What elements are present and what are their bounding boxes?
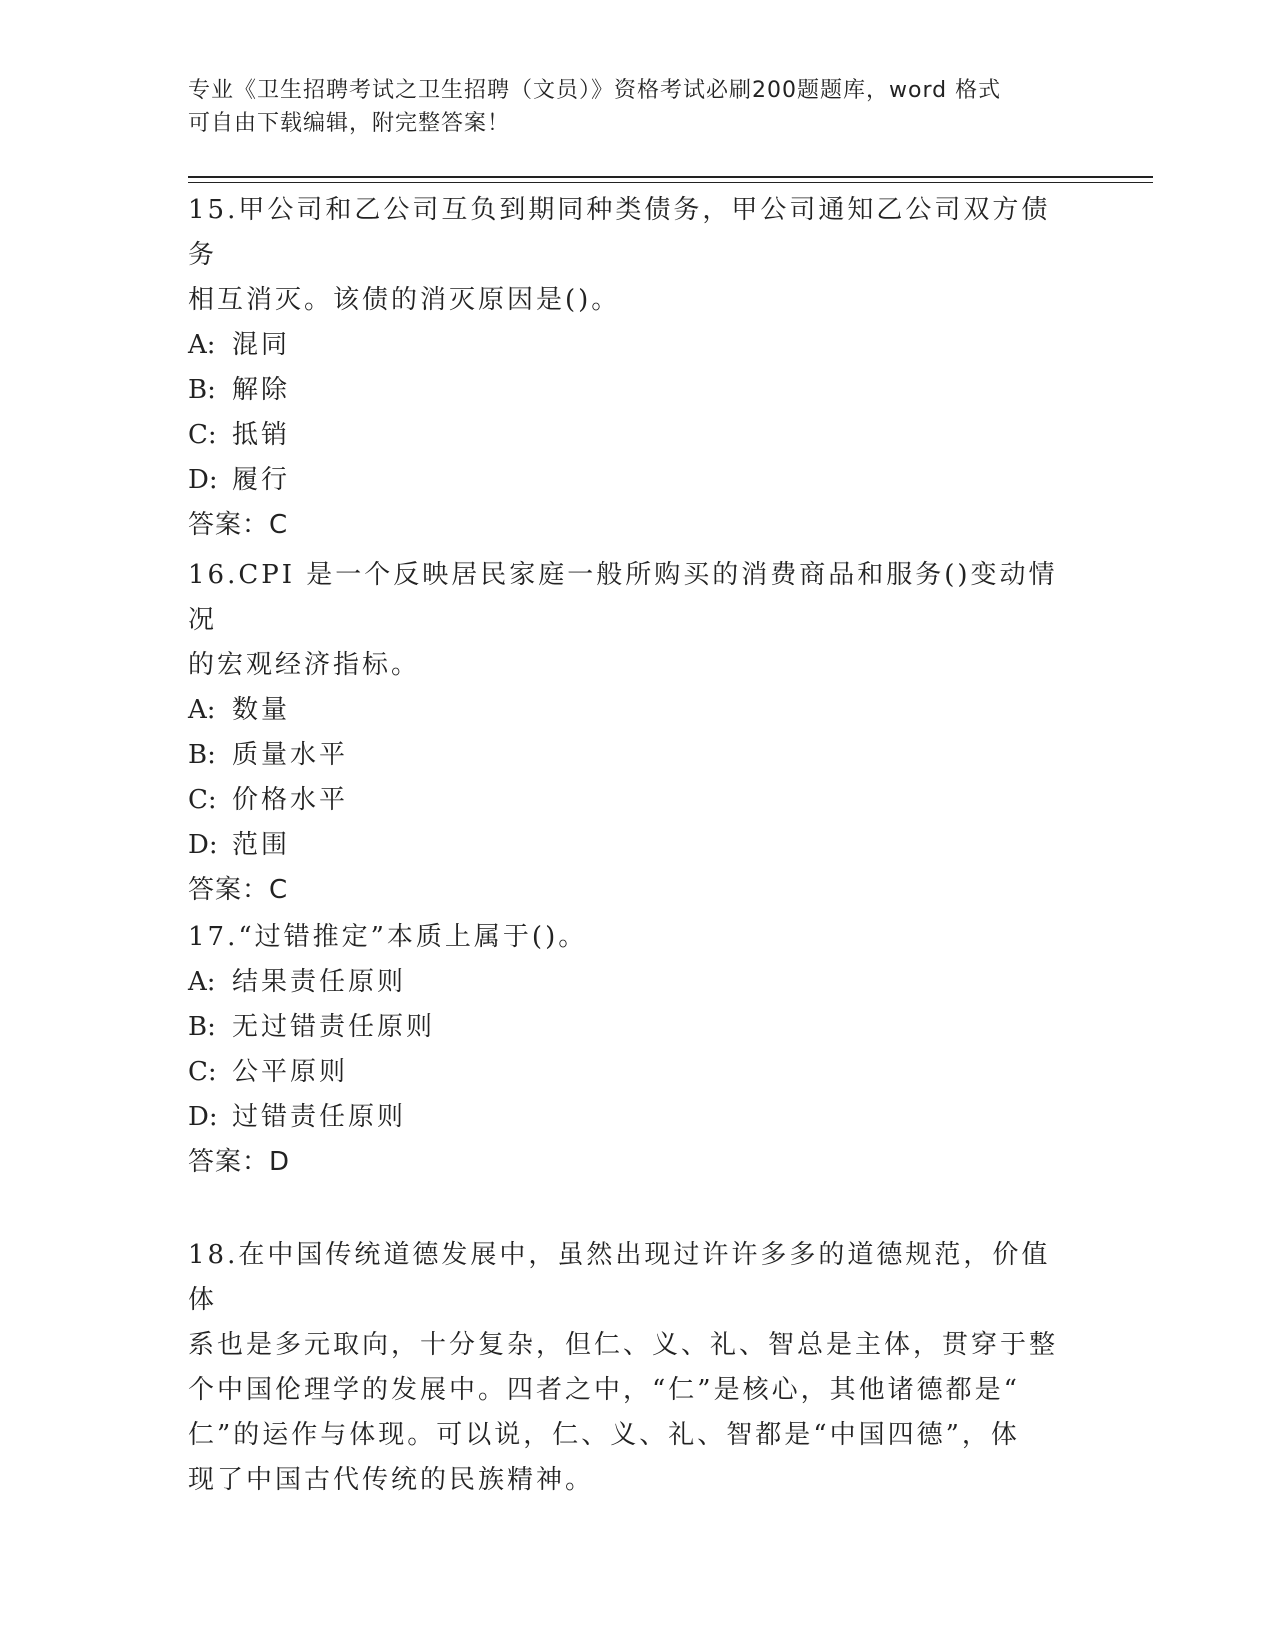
option-text: 过错责任原则 <box>232 1102 407 1132</box>
option-a <box>188 323 1068 368</box>
option-label: C: <box>188 420 217 450</box>
answer: 答案：C <box>188 510 289 540</box>
option-text: 范围 <box>232 830 291 860</box>
option-b <box>188 733 1068 778</box>
question-text-line: 现了中国古代传统的民族精神。 <box>188 1465 595 1495</box>
option-text: 履行 <box>232 465 291 495</box>
question-18 <box>188 1233 1068 1503</box>
header-divider-thick <box>188 176 1153 178</box>
option-text: 解除 <box>232 375 291 405</box>
option-label: B: <box>188 740 216 770</box>
document-header <box>188 74 1068 140</box>
header-divider-thin <box>188 182 1153 183</box>
question-16 <box>188 553 1068 913</box>
option-label: B: <box>188 375 216 405</box>
option-d <box>188 823 1068 868</box>
option-text: 结果责任原则 <box>232 967 407 997</box>
question-text-line: 的宏观经济指标。 <box>188 650 421 680</box>
option-label: C: <box>188 785 217 815</box>
option-a <box>188 688 1068 733</box>
option-text: 公平原则 <box>232 1057 349 1087</box>
option-text: 无过错责任原则 <box>232 1012 436 1042</box>
option-text: 混同 <box>232 330 291 360</box>
question-17 <box>188 915 1068 1185</box>
option-c <box>188 413 1068 458</box>
question-text-line: 相互消灭。该债的消灭原因是()。 <box>188 285 621 315</box>
option-label: D: <box>188 1102 218 1132</box>
answer: 答案：C <box>188 875 289 905</box>
question-text-line: 15.甲公司和乙公司互负到期同种类债务，甲公司通知乙公司双方债务 <box>188 195 1051 270</box>
option-b <box>188 368 1068 413</box>
option-label: D: <box>188 465 218 495</box>
question-text-line: 个中国伦理学的发展中。四者之中，“仁”是核心，其他诸德都是“ <box>188 1375 1020 1405</box>
option-text: 抵销 <box>232 420 291 450</box>
answer: 答案：D <box>188 1147 291 1177</box>
option-text: 价格水平 <box>232 785 349 815</box>
question-text-line: 16.CPI 是一个反映居民家庭一般所购买的消费商品和服务()变动情况 <box>188 560 1058 635</box>
option-label: D: <box>188 830 218 860</box>
option-label: A: <box>188 330 216 360</box>
option-a <box>188 960 1068 1005</box>
question-text-line: 18.在中国传统道德发展中，虽然出现过许许多多的道德规范，价值体 <box>188 1240 1051 1315</box>
header-line-1: 专业《卫生招聘考试之卫生招聘（文员）》资格考试必刷200题题库，word 格式 <box>188 78 1002 103</box>
option-d <box>188 458 1068 503</box>
option-text: 质量水平 <box>232 740 349 770</box>
option-b <box>188 1005 1068 1050</box>
option-c <box>188 1050 1068 1095</box>
header-line-2: 可自由下载编辑，附完整答案！ <box>188 111 511 136</box>
question-15 <box>188 188 1068 548</box>
question-text-line: 仁”的运作与体现。可以说，仁、义、礼、智都是“中国四德”，体 <box>188 1420 1020 1450</box>
option-label: B: <box>188 1012 216 1042</box>
option-text: 数量 <box>232 695 291 725</box>
option-d <box>188 1095 1068 1140</box>
question-text-line: 17.“过错推定”本质上属于()。 <box>188 922 588 952</box>
option-c <box>188 778 1068 823</box>
question-text-line: 系也是多元取向，十分复杂，但仁、义、礼、智总是主体，贯穿于整 <box>188 1330 1059 1360</box>
option-label: A: <box>188 967 216 997</box>
option-label: A: <box>188 695 216 725</box>
option-label: C: <box>188 1057 217 1087</box>
